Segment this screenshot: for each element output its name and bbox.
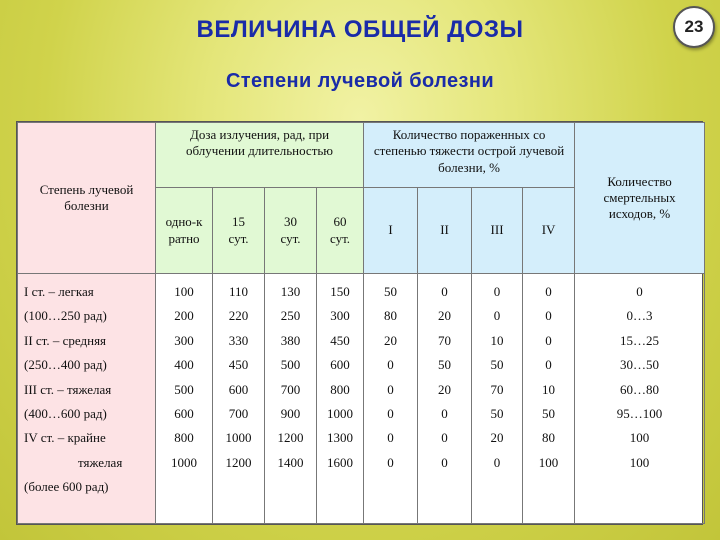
header-dose-60: 60 сут. (317, 188, 364, 274)
value-cell: 100 (629, 430, 650, 446)
degree-line: II ст. – средняя (24, 332, 107, 348)
value-cell: 1000 (327, 405, 354, 421)
value-cell: 60…80 (620, 381, 660, 397)
header-affected-I: I (364, 188, 418, 274)
value-cell: 80 (542, 430, 556, 446)
value-cell: 50 (384, 284, 398, 299)
value-cell: 80 (384, 308, 398, 324)
degree-line: (более 600 рад) (24, 479, 109, 495)
value-cell: 0 (493, 308, 501, 324)
value-cell: 1400 (277, 454, 304, 470)
value-cell: 300 (174, 332, 194, 348)
value-cell: 330 (228, 332, 249, 348)
degree-line: тяжелая (78, 454, 123, 470)
value-cell: 0 (387, 381, 394, 397)
slide-subtitle: Степени лучевой болезни (225, 70, 495, 92)
value-cell: 50 (542, 405, 556, 421)
value-cell: 0 (545, 357, 552, 373)
value-cell: 400 (174, 357, 194, 373)
dose-table (17, 122, 705, 524)
dose-table-container (16, 121, 703, 525)
value-cell: 1000 (225, 430, 252, 446)
value-cell: 800 (174, 430, 194, 446)
value-cell: 10 (542, 381, 556, 397)
col-affected-II (418, 274, 472, 524)
col-affected-IV (523, 274, 575, 524)
value-cell: 900 (280, 405, 301, 421)
degree-column (18, 274, 156, 524)
value-cell: 700 (280, 381, 301, 397)
value-cell: 600 (330, 357, 350, 373)
value-cell: 500 (280, 357, 301, 373)
value-cell: 250 (280, 308, 301, 324)
col-dose-30 (265, 274, 317, 524)
degree-line: (400…600 рад) (24, 405, 107, 421)
value-cell: 0 (387, 357, 394, 373)
degree-line: III ст. – тяжелая (24, 381, 112, 397)
value-cell: 0 (387, 405, 394, 421)
degree-line: (100…250 рад) (24, 308, 107, 324)
value-cell: 0 (387, 430, 394, 446)
value-cell: 500 (174, 381, 194, 397)
header-dose-30: 30 сут. (265, 188, 317, 274)
header-lethal: Количество смертельных исходов, % (575, 123, 705, 274)
value-cell: 700 (228, 405, 249, 421)
value-cell: 110 (228, 284, 249, 299)
col-affected-I (364, 274, 418, 524)
value-cell: 600 (228, 381, 249, 397)
value-cell: 380 (280, 332, 301, 348)
value-cell: 20 (438, 381, 452, 397)
col-lethal (575, 274, 705, 524)
value-cell: 0 (493, 284, 501, 299)
value-cell: 20 (490, 430, 504, 446)
value-cell: 100 (629, 454, 650, 470)
value-cell: 220 (228, 308, 249, 324)
header-affected-II: II (418, 188, 472, 274)
value-cell: 20 (438, 308, 452, 324)
header-dose-once: одно-кратно (156, 188, 213, 274)
value-cell: 15…25 (620, 332, 660, 348)
value-cell: 130 (280, 284, 301, 299)
value-cell: 1300 (327, 430, 354, 446)
page-number-badge: 23 (673, 6, 715, 48)
slide-title: ВЕЛИЧИНА ОБЩЕЙ ДОЗЫ (196, 16, 524, 43)
value-cell: 0 (441, 284, 448, 299)
col-affected-III (472, 274, 523, 524)
value-cell: 150 (330, 284, 350, 299)
col-dose-once (156, 274, 213, 524)
degree-line: (250…400 рад) (24, 357, 107, 373)
value-cell: 0 (493, 454, 501, 470)
value-cell: 95…100 (616, 405, 663, 421)
value-cell: 30…50 (620, 357, 660, 373)
value-cell: 0…3 (626, 308, 653, 324)
value-cell: 10 (490, 332, 504, 348)
header-degree: Степень лучевой болезни (18, 123, 156, 274)
value-cell: 50 (490, 405, 504, 421)
value-cell: 0 (545, 332, 552, 348)
col-dose-15 (213, 274, 265, 524)
value-cell: 1200 (277, 430, 304, 446)
value-cell: 50 (490, 357, 504, 373)
value-cell: 100 (174, 284, 194, 299)
value-cell: 0 (441, 405, 448, 421)
value-cell: 70 (438, 332, 452, 348)
header-affected-III: III (472, 188, 523, 274)
degree-line: I ст. – легкая (24, 284, 94, 299)
col-dose-60 (317, 274, 364, 524)
value-cell: 20 (384, 332, 398, 348)
value-cell: 800 (330, 381, 350, 397)
value-cell: 450 (228, 357, 249, 373)
value-cell: 1000 (171, 454, 197, 470)
value-cell: 0 (387, 454, 394, 470)
value-cell: 1600 (327, 454, 354, 470)
value-cell: 100 (538, 454, 559, 470)
value-cell: 0 (636, 284, 643, 299)
value-cell: 50 (438, 357, 452, 373)
value-cell: 1200 (225, 454, 252, 470)
degree-line: IV ст. – крайне (24, 430, 106, 446)
value-cell: 600 (174, 405, 194, 421)
value-cell: 0 (441, 454, 448, 470)
header-dose-group: Доза излучения, рад, при облучении длительностью (156, 123, 364, 188)
header-affected-group: Количество пораженных со степенью тяжести острой лучевой болезни, % (364, 123, 575, 188)
value-cell: 0 (545, 308, 552, 324)
header-dose-15: 15 сут. (213, 188, 265, 274)
value-cell: 450 (330, 332, 350, 348)
value-cell: 300 (330, 308, 350, 324)
value-cell: 200 (174, 308, 194, 324)
header-affected-IV: IV (523, 188, 575, 274)
value-cell: 0 (545, 284, 552, 299)
value-cell: 0 (441, 430, 448, 446)
value-cell: 70 (490, 381, 504, 397)
